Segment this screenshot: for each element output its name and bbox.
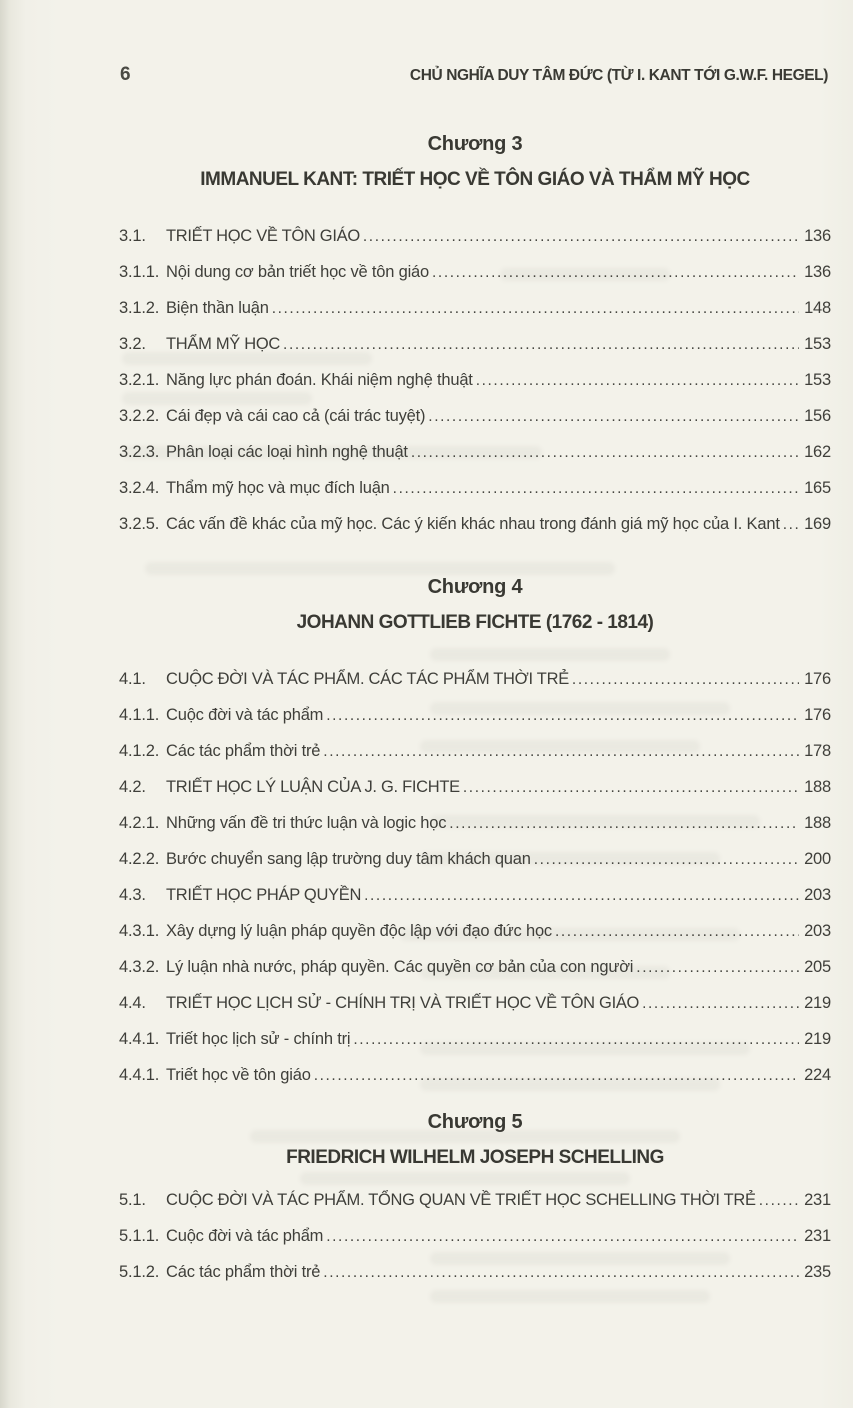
dot-leader (636, 950, 799, 986)
entry-page: 178 (804, 742, 831, 760)
entry-number: 4.4. (119, 994, 146, 1012)
entry-number: 4.2. (119, 778, 146, 796)
entry-title: THẨM MỸ HỌC (166, 335, 281, 353)
toc-row (119, 1254, 831, 1290)
entry-page: 205 (804, 958, 831, 976)
entry-number: 4.1. (119, 670, 146, 688)
dot-leader (283, 327, 799, 363)
toc-row (119, 661, 831, 697)
toc-row (119, 218, 831, 254)
entry-page: 153 (804, 371, 831, 389)
entry-number: 3.1.1. (119, 263, 160, 281)
entry-title: Lý luận nhà nước, pháp quyền. Các quyền cơ bản của con người (166, 958, 634, 976)
entry-number: 5.1.1. (119, 1227, 160, 1245)
entry-page: 224 (804, 1066, 831, 1084)
entry-title: Các vấn đề khác của mỹ học. Các ý kiến khác nhau trong đánh giá mỹ học của I. Kant (166, 515, 780, 533)
toc-row (119, 1182, 831, 1218)
entry-title: TRIẾT HỌC LÝ LUẬN CỦA J. G. FICHTE (166, 778, 460, 796)
chapter-section (119, 132, 831, 542)
entry-number: 3.2.3. (119, 443, 160, 461)
toc-row (119, 1057, 831, 1093)
entry-number: 3.2.5. (119, 515, 160, 533)
entry-title: Những vấn đề tri thức luận và logic học (166, 814, 447, 832)
entry-title: Các tác phẩm thời trẻ (166, 742, 321, 760)
entry-number: 5.1.2. (119, 1263, 160, 1281)
toc-row (119, 326, 831, 362)
entry-page: 176 (804, 670, 831, 688)
entry-page: 176 (804, 706, 831, 724)
entry-title: Triết học lịch sử - chính trị (166, 1030, 351, 1048)
entry-number: 4.2.2. (119, 850, 160, 868)
bleed-through-artifact (430, 1290, 710, 1303)
toc-row (119, 913, 831, 949)
chapter-section (119, 575, 831, 1093)
toc-row (119, 398, 831, 434)
entry-title: Phân loại các loại hình nghệ thuật (166, 443, 408, 461)
entry-page: 203 (804, 922, 831, 940)
toc-row (119, 877, 831, 913)
entry-title: Cuộc đời và tác phẩm (166, 1227, 324, 1245)
entry-number: 3.2. (119, 335, 146, 353)
chapter-label: Chương 5 (427, 1111, 523, 1133)
dot-leader (759, 1183, 799, 1219)
entry-number: 4.3. (119, 886, 146, 904)
entry-title: TRIẾT HỌC PHÁP QUYỀN (166, 886, 362, 904)
entry-number: 4.1.1. (119, 706, 160, 724)
toc-row (119, 434, 831, 470)
dot-leader (476, 363, 799, 399)
entry-page: 162 (804, 443, 831, 461)
entry-title: Năng lực phán đoán. Khái niệm nghệ thuật (166, 371, 473, 389)
toc-row (119, 769, 831, 805)
dot-leader (363, 219, 799, 255)
toc-row (119, 805, 831, 841)
toc (119, 132, 831, 1290)
dot-leader (411, 435, 799, 471)
dot-leader (783, 507, 799, 543)
entry-number: 3.2.4. (119, 479, 160, 497)
entry-page: 219 (804, 1030, 831, 1048)
entry-title: Cái đẹp và cái cao cả (cái trác tuyệt) (166, 407, 426, 425)
entry-title: TRIẾT HỌC LỊCH SỬ - CHÍNH TRỊ VÀ TRIẾT HỌC VỀ TÔN GIÁO (166, 994, 640, 1012)
chapter-title: FRIEDRICH WILHELM JOSEPH SCHELLING (286, 1147, 664, 1168)
dot-leader (393, 471, 799, 507)
entry-number: 5.1. (119, 1191, 146, 1209)
entry-page: 153 (804, 335, 831, 353)
page-number: 6 (120, 64, 132, 85)
dot-leader (432, 255, 799, 291)
entry-number: 4.4.1. (119, 1030, 160, 1048)
entry-number: 3.2.1. (119, 371, 160, 389)
entry-title: Các tác phẩm thời trẻ (166, 1263, 321, 1281)
entry-page: 188 (804, 778, 831, 796)
dot-leader (449, 806, 799, 842)
toc-row (119, 697, 831, 733)
dot-leader (323, 734, 799, 770)
entry-title: Triết học về tôn giáo (166, 1066, 311, 1084)
chapter-section (119, 1110, 831, 1290)
entry-page: 188 (804, 814, 831, 832)
dot-leader (353, 1022, 799, 1058)
entry-title: Biện thần luận (166, 299, 269, 317)
toc-row (119, 470, 831, 506)
entry-title: Nội dung cơ bản triết học về tôn giáo (166, 263, 430, 281)
entry-title: TRIẾT HỌC VỀ TÔN GIÁO (166, 227, 360, 245)
entry-number: 4.3.1. (119, 922, 160, 940)
entry-number: 3.1. (119, 227, 146, 245)
dot-leader (555, 914, 799, 950)
entry-page: 136 (804, 263, 831, 281)
dot-leader (428, 399, 799, 435)
dot-leader (364, 878, 799, 914)
entry-title: CUỘC ĐỜI VÀ TÁC PHẨM. TỔNG QUAN VỀ TRIẾT HỌC SCHELLING THỜI TRẺ (166, 1191, 756, 1209)
entry-number: 3.1.2. (119, 299, 160, 317)
entry-page: 148 (804, 299, 831, 317)
dot-leader (272, 291, 799, 327)
chapter-entries (119, 661, 831, 1093)
entry-page: 235 (804, 1263, 831, 1281)
dot-leader (463, 770, 799, 806)
entry-title: CUỘC ĐỜI VÀ TÁC PHẨM. CÁC TÁC PHẨM THỜI TRẺ (166, 670, 569, 688)
page-header (120, 64, 828, 86)
entry-page: 200 (804, 850, 831, 868)
entry-title: Thẩm mỹ học và mục đích luận (166, 479, 390, 497)
entry-page: 156 (804, 407, 831, 425)
dot-leader (326, 698, 799, 734)
toc-row (119, 1021, 831, 1057)
chapter-title: IMMANUEL KANT: TRIẾT HỌC VỀ TÔN GIÁO VÀ THẨM MỸ HỌC (200, 169, 750, 190)
entry-page: 203 (804, 886, 831, 904)
chapter-entries (119, 1182, 831, 1290)
chapter-entries (119, 218, 831, 542)
dot-leader (326, 1219, 799, 1255)
entry-page: 231 (804, 1191, 831, 1209)
toc-row (119, 362, 831, 398)
chapter-label: Chương 4 (427, 576, 523, 598)
dot-leader (323, 1255, 799, 1291)
dot-leader (572, 662, 799, 698)
running-head: CHỦ NGHĨA DUY TÂM ĐỨC (TỪ I. KANT TỚI G.W.F. HEGEL) (409, 67, 828, 84)
dot-leader (642, 986, 799, 1022)
toc-row (119, 290, 831, 326)
toc-row (119, 1218, 831, 1254)
toc-row (119, 254, 831, 290)
chapter-label: Chương 3 (427, 133, 523, 155)
dot-leader (314, 1058, 799, 1094)
chapter-title: JOHANN GOTTLIEB FICHTE (1762 - 1814) (296, 612, 654, 633)
toc-row (119, 949, 831, 985)
entry-title: Xây dựng lý luận pháp quyền độc lập với đạo đức học (166, 922, 552, 940)
toc-row (119, 733, 831, 769)
entry-number: 4.2.1. (119, 814, 160, 832)
entry-page: 136 (804, 227, 831, 245)
dot-leader (534, 842, 799, 878)
entry-number: 4.1.2. (119, 742, 160, 760)
toc-row (119, 506, 831, 542)
entry-page: 231 (804, 1227, 831, 1245)
toc-row (119, 841, 831, 877)
entry-page: 169 (804, 515, 831, 533)
entry-title: Cuộc đời và tác phẩm (166, 706, 324, 724)
entry-number: 4.3.2. (119, 958, 160, 976)
toc-row (119, 985, 831, 1021)
entry-title: Bước chuyển sang lập trường duy tâm khách quan (166, 850, 531, 868)
entry-number: 3.2.2. (119, 407, 160, 425)
entry-page: 219 (804, 994, 831, 1012)
entry-page: 165 (804, 479, 831, 497)
entry-number: 4.4.1. (119, 1066, 160, 1084)
